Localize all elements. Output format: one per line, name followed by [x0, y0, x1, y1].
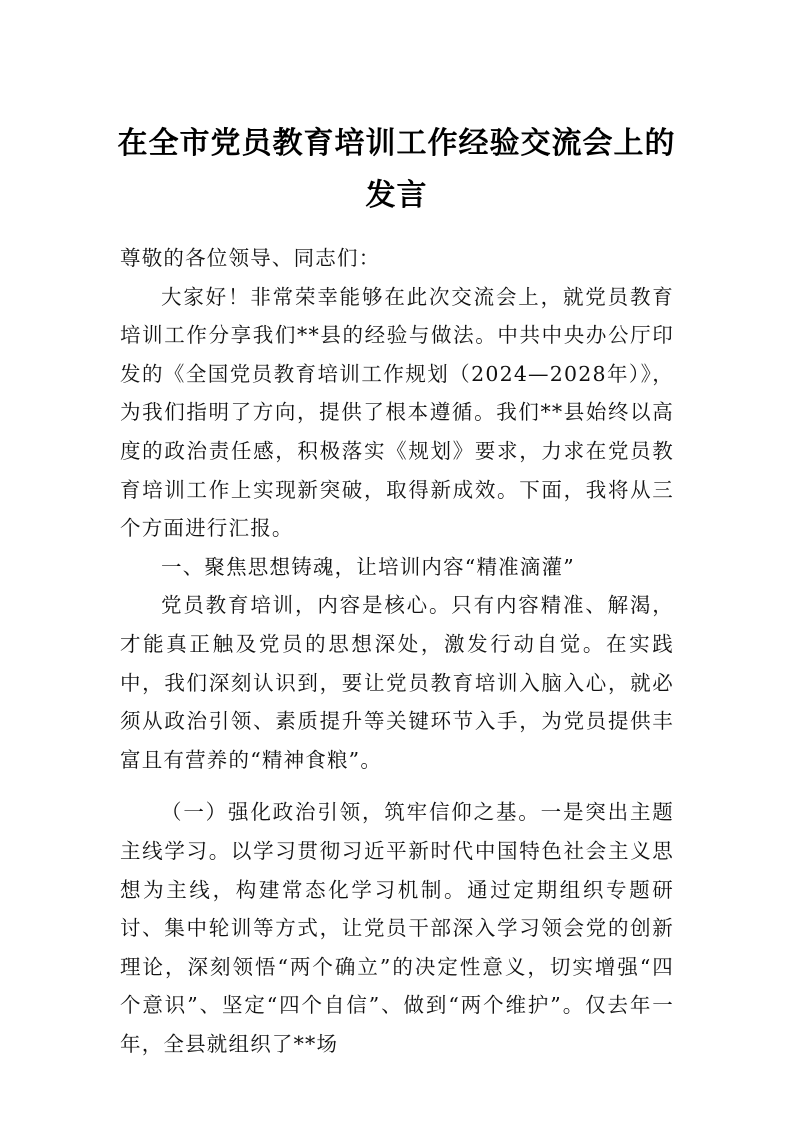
section-heading-1: 一、聚焦思想铸魂，让培训内容“精准滴灌”: [161, 554, 575, 579]
paragraph-subsection-1: （一）强化政治引领，筑牢信仰之基。一是突出主题主线学习。以学习贯彻习近平新时代中国特色社会主义思想为主线，构建常态化学习机制。通过定期组织专题研讨、集中轮训等方式，让党员干部深入学习领会党的创新理论，深刻领悟“两个确立”的决定性意义，切实增强“四个意识”、坚定“四个自信”、做到“两个维护”。仅去年一年，全县就组织了**场: [120, 800, 674, 1056]
document-title: 在全市党员教育培训工作经验交流会上的发言: [117, 126, 676, 213]
paragraph-intro: 大家好！非常荣幸能够在此次交流会上，就党员教育培训工作分享我们**县的经验与做法。中共中央办公厅印发的《全国党员教育培训工作规划（2024—2028年）》，为我们指明了方向，提供了根本遵循。我们**县始终以高度的政治责任感，积极落实《规划》要求，力求在党员教育培训工作上实现新突破，取得新成效。下面，我将从三个方面进行汇报。: [120, 284, 674, 541]
salutation: 尊敬的各位领导、同志们：: [120, 246, 381, 270]
document-body: [120, 239, 674, 1063]
paragraph-section-1: 党员教育培训，内容是核心。只有内容精准、解渴，才能真正触及党员的思想深处，激发行动自觉。在实践中，我们深刻认识到，要让党员教育培训入脑入心，就必须从政治引领、素质提升等关键环节入手，为党员提供丰富且有营养的“精神食粮”。: [120, 593, 674, 772]
